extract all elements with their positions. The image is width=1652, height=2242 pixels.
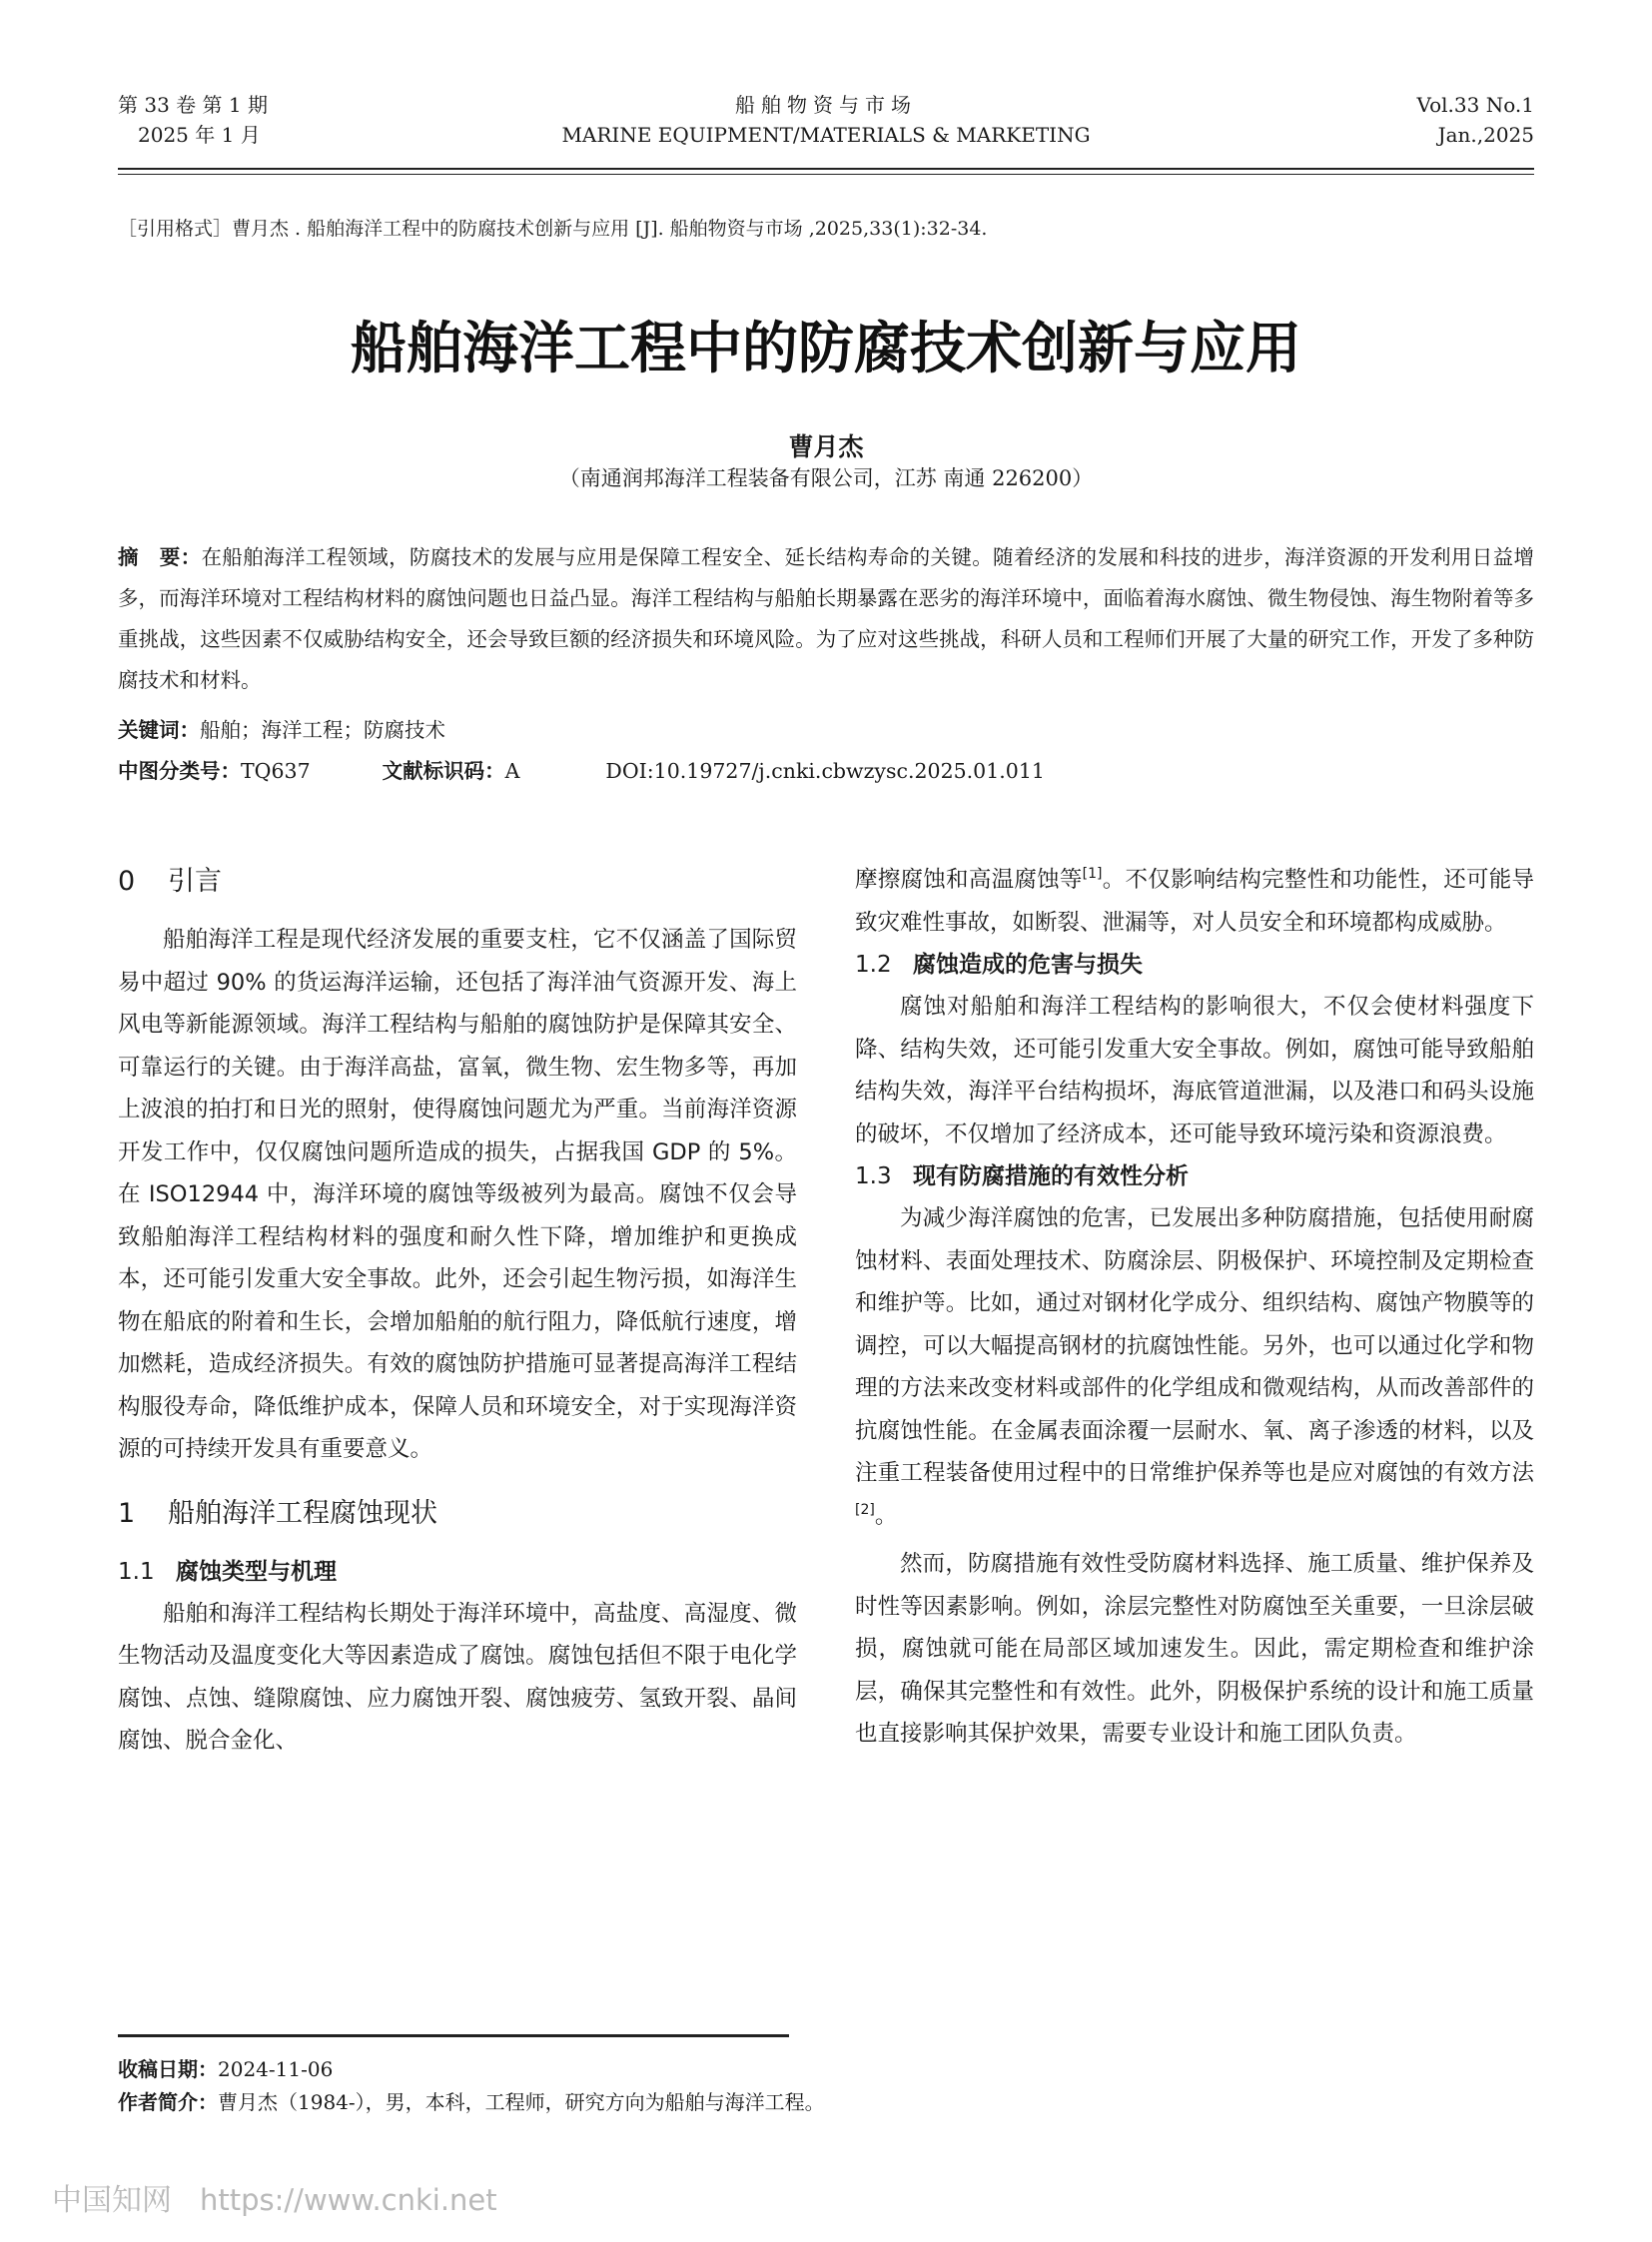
paragraph-text: 。 <box>874 1502 898 1529</box>
subsection-title: 腐蚀造成的危害与损失 <box>913 952 1143 978</box>
paragraph: 腐蚀对船舶和海洋工程结构的影响很大，不仅会使材料强度下降、结构失效，还可能引发重大安全事故。例如，腐蚀可能导致船舶结构失效，海洋平台结构损坏，海底管道泄漏，以及港口和码头设施的破坏，不仅增加了经济成本，还可能导致环境污染和资源浪费。 <box>855 994 1534 1147</box>
subsection-number: 1.1 <box>118 1558 155 1585</box>
citation-format: ［引用格式］曹月杰 . 船舶海洋工程中的防腐技术创新与应用 [J]. 船舶物资与市场 ,2025,33(1):32-34. <box>118 218 988 240</box>
doi: DOI:10.19727/j.cnki.cbwzysc.2025.01.011 <box>605 759 1045 783</box>
footnote-rule <box>118 2034 789 2037</box>
subsection-number: 1.3 <box>855 1163 892 1189</box>
header-rule-thin <box>118 174 1534 175</box>
classification-line <box>118 751 1045 791</box>
author-bio <box>118 2085 825 2119</box>
paragraph <box>855 1197 1534 1537</box>
keywords-text: 船舶；海洋工程；防腐技术 <box>200 718 445 742</box>
journal-name-en: MARINE EQUIPMENT/MATERIALS & MARKETING <box>561 123 1091 147</box>
author-bio-value: 曹月杰（1984-），男，本科，工程师，研究方向为船舶与海洋工程。 <box>218 2090 825 2114</box>
issue-date-en: Jan.,2025 <box>1437 123 1534 147</box>
issue-volume: 第 33 卷 第 1 期 <box>118 93 268 117</box>
journal-name-cn: 船舶物资与市场 <box>735 93 917 117</box>
body-column-right <box>855 859 1534 1756</box>
author-bio-label: 作者简介： <box>118 2090 218 2114</box>
paragraph: 船舶和海洋工程结构长期处于海洋环境中，高盐度、高湿度、微生物活动及温度变化大等因素造成了腐蚀。腐蚀包括但不限于电化学腐蚀、点蚀、缝隙腐蚀、应力腐蚀开裂、腐蚀疲劳、氢致开裂、晶间腐蚀、脱合金化、 <box>118 1600 797 1754</box>
header-rule-thick <box>118 168 1534 170</box>
clc-label: 中图分类号： <box>118 759 241 783</box>
reference-marker: [2] <box>855 1501 875 1518</box>
section-0-heading <box>118 859 797 905</box>
received-value: 2024-11-06 <box>218 2057 334 2081</box>
section-title: 船舶海洋工程腐蚀现状 <box>168 1497 437 1529</box>
subsection-1-1-heading <box>118 1551 797 1593</box>
paragraph: 然而，防腐措施有效性受防腐材料选择、施工质量、维护保养及时性等因素影响。例如，涂层完整性对防腐蚀至关重要，一旦涂层破损，腐蚀就可能在局部区域加速发生。因此，需定期检查和维护涂层，确保其完整性和有效性。此外，阴极保护系统的设计和施工质量也直接影响其保护效果，需要专业设计和施工团队负责。 <box>855 1551 1534 1747</box>
keywords-label: 关键词： <box>118 718 200 742</box>
reference-marker: [1] <box>1082 866 1103 882</box>
paragraph: 船舶海洋工程是现代经济发展的重要支柱，它不仅涵盖了国际贸易中超过 90% 的货运海洋运输，还包括了海洋油气资源开发、海上风电等新能源领域。海洋工程结构与船舶的腐蚀防护是保障其安全、可靠运行的关键。由于海洋高盐，富氧，微生物、宏生物多等，再加上波浪的拍打和日光的照射，使得腐蚀问题尤为严重。当前海洋资源开发工作中，仅仅腐蚀问题所造成的损失，占据我国 GDP 的 5%。在 ISO12944 中，海洋环境的腐蚀等级被列为最高。腐蚀不仅会导致船舶海洋工程结构材料的强度和耐久性下降，增加维护和更换成本，还可能引发重大安全事故。此外，还会引起生物污损，如海洋生物在船底的附着和生长，会增加船舶的航行阻力，降低航行速度，增加燃耗，造成经济损失。有效的腐蚀防护措施可显著提高海洋工程结构服役寿命，降低维护成本，保障人员和环境安全，对于实现海洋资源的可持续开发具有重要意义。 <box>118 927 797 1462</box>
author-name: 曹月杰 <box>788 432 864 461</box>
cnki-logo-text: 中国知网 <box>52 2183 172 2218</box>
issue-volume-en: Vol.33 No.1 <box>1416 93 1534 117</box>
doc-code-label: 文献标识码： <box>382 759 505 783</box>
section-1-heading <box>118 1491 797 1537</box>
abstract-label: 摘 要： <box>118 545 202 569</box>
keywords <box>118 710 445 750</box>
subsection-1-3-heading <box>855 1155 1534 1197</box>
abstract-text: 在船舶海洋工程领域，防腐技术的发展与应用是保障工程安全、延长结构寿命的关键。随着经济的发展和科技的进步，海洋资源的开发利用日益增多，而海洋环境对工程结构材料的腐蚀问题也日益凸显。海洋工程结构与船舶长期暴露在恶劣的海洋环境中，面临着海水腐蚀、微生物侵蚀、海生物附着等多重挑战，这些因素不仅威胁结构安全，还会导致巨额的经济损失和环境风险。为了应对这些挑战，科研人员和工程师们开展了大量的研究工作，开发了多种防腐技术和材料。 <box>118 545 1535 692</box>
body-column-left <box>118 859 797 1763</box>
issue-info <box>118 90 268 150</box>
received-label: 收稿日期： <box>118 2057 218 2081</box>
doc-code-value: A <box>504 759 520 783</box>
received-date <box>118 2052 333 2086</box>
subsection-title: 腐蚀类型与机理 <box>176 1558 337 1585</box>
author-affiliation: （南通润邦海洋工程装备有限公司，江苏 南通 226200） <box>558 466 1094 490</box>
paragraph-continued <box>855 859 1534 944</box>
section-number: 1 <box>118 1497 136 1529</box>
paragraph-text: 。不仅影响结构完整性和功能性，还可能导致灾难性事故，如断裂、泄漏等，对人员安全和环境都构成威胁。 <box>855 867 1534 936</box>
journal-name <box>400 90 1252 150</box>
clc-value: TQ637 <box>241 759 311 783</box>
paper-title: 船舶海洋工程中的防腐技术创新与应用 <box>351 317 1301 381</box>
subsection-title: 现有防腐措施的有效性分析 <box>913 1163 1189 1189</box>
paragraph-text: 摩擦腐蚀和高温腐蚀等 <box>855 867 1083 893</box>
issue-date: 2025 年 1 月 <box>138 123 261 147</box>
issue-info-en <box>1417 90 1534 150</box>
subsection-number: 1.2 <box>855 952 892 978</box>
cnki-url[interactable]: https://www.cnki.net <box>200 2183 497 2217</box>
cnki-watermark <box>52 2175 497 2219</box>
section-title: 引言 <box>168 866 222 897</box>
subsection-1-2-heading <box>855 944 1534 986</box>
section-number: 0 <box>118 866 136 897</box>
paragraph-text: 为减少海洋腐蚀的危害，已发展出多种防腐措施，包括使用耐腐蚀材料、表面处理技术、防腐涂层、阴极保护、环境控制及定期检查和维护等。比如，通过对钢材化学成分、组织结构、腐蚀产物膜等的调控，可以大幅提高钢材的抗腐蚀性能。另外，也可以通过化学和物理的方法来改变材料或部件的化学组成和微观结构，从而改善部件的抗腐蚀性能。在金属表面涂覆一层耐水、氧、离子渗透的材料，以及注重工程装备使用过程中的日常维护保养等也是应对腐蚀的有效方法 <box>855 1205 1534 1486</box>
abstract <box>118 537 1534 701</box>
